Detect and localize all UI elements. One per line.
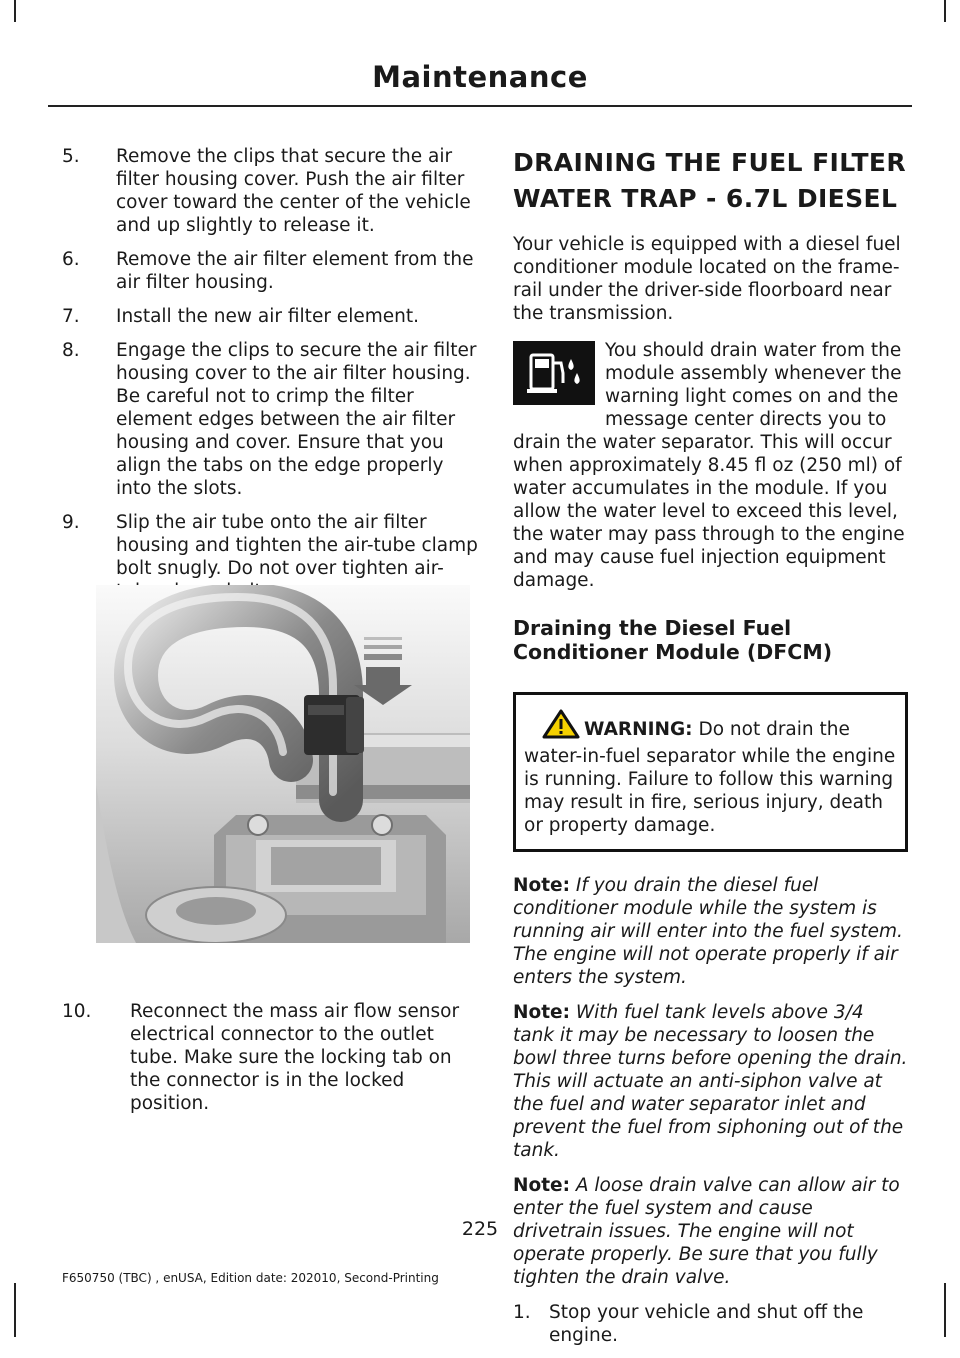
crop-mark bbox=[14, 1283, 16, 1337]
step-item bbox=[62, 305, 478, 328]
step-text: Reconnect the mass air flow sensor electrical connector to the outlet tube. Make sure the locking tab on the connector is in the locked position. bbox=[130, 1001, 460, 1114]
step-number: 10. bbox=[62, 1001, 92, 1022]
step-item bbox=[62, 248, 478, 294]
step-text: Engage the clips to secure the air filter housing cover to the air filter housing. Be careful not to crimp the filter element edges between the air filter housing and cover. Ensure that you align the tabs on the edge properly into the slots. bbox=[116, 340, 477, 499]
drain-paragraph: You should drain water from the module assembly whenever the warning light comes on and the message center directs you to drain the water separator. This will occur when approximately 8.45 fl oz (250 ml) of water accumulates in the module. If you allow the water level to exceed this level, the water may pass through to the engine and may cause fuel injection equipment damage. bbox=[513, 340, 905, 591]
step-number: 6. bbox=[62, 249, 80, 270]
note-paragraph bbox=[513, 874, 908, 989]
step-item bbox=[62, 339, 478, 500]
water-in-fuel-icon bbox=[513, 341, 595, 405]
left-column bbox=[62, 145, 478, 614]
subsection-heading-line: Draining the Diesel Fuel bbox=[513, 616, 792, 640]
step-text: Remove the clips that secure the air filter housing cover. Push the air filter cover toward the center of the vehicle and up slightly to release it. bbox=[116, 146, 471, 236]
section-heading-line: DRAINING THE FUEL FILTER bbox=[513, 148, 907, 177]
step-text: Install the new air filter element. bbox=[116, 306, 419, 327]
note-label: Note: bbox=[513, 875, 570, 896]
note-text: If you drain the diesel fuel conditioner module while the system is running air will enter into the fuel system. The engine will not operate properly if air enters the system. bbox=[513, 875, 903, 988]
warning-text: Do not drain the water-in-fuel separator while the engine is running. Failure to follow this warning may result in fire, serious injury, death or property damage. bbox=[524, 719, 896, 836]
crop-mark bbox=[944, 0, 946, 22]
note-label: Note: bbox=[513, 1002, 570, 1023]
edition-line: F650750 (TBC) , enUSA, Edition date: 202010, Second-Printing bbox=[62, 1271, 439, 1285]
section-heading-line: WATER TRAP - 6.7L DIESEL bbox=[513, 184, 898, 213]
left-column-continued bbox=[62, 1000, 478, 1126]
air-filter-tube-illustration bbox=[96, 585, 470, 943]
step-text: Slip the air tube onto the air filter housing and tighten the air-tube clamp bolt snugly. Do not over tighten air- bbox=[116, 512, 478, 579]
note-text: With fuel tank levels above 3/4 tank it may be necessary to loosen the bowl three turns before opening the drain. This will actuate an anti-siphon valve at the fuel and water separator inlet and prevent the fuel from siphoning out of the tank. bbox=[513, 1002, 908, 1161]
warning-box bbox=[513, 692, 908, 852]
step-text: Stop your vehicle and shut off the engine. bbox=[549, 1302, 864, 1346]
step-number: 8. bbox=[62, 340, 80, 361]
subsection-heading bbox=[513, 616, 908, 664]
step-item bbox=[62, 1000, 478, 1115]
crop-mark bbox=[14, 0, 16, 22]
section-heading bbox=[513, 145, 908, 217]
step-number: 5. bbox=[62, 146, 80, 167]
note-label: Note: bbox=[513, 1175, 570, 1196]
page-title: Maintenance bbox=[372, 60, 588, 94]
intro-paragraph: Your vehicle is equipped with a diesel fuel conditioner module located on the frame-rail under the driver-side floorboard near the transmission. bbox=[513, 234, 901, 324]
warning-label: WARNING: bbox=[584, 719, 693, 740]
page-number: 225 bbox=[461, 1218, 499, 1240]
step-item bbox=[62, 145, 478, 237]
step-item bbox=[513, 1301, 908, 1347]
step-number: 7. bbox=[62, 306, 80, 327]
drain-paragraph-block bbox=[513, 339, 908, 592]
note-paragraph bbox=[513, 1001, 908, 1162]
note-text: A loose drain valve can allow air to enter the fuel system and cause drivetrain issues. The engine will not operate properly. Be sure that you fully tighten the drain valve. bbox=[513, 1175, 900, 1288]
step-text: Remove the air filter element from the air filter housing. bbox=[116, 249, 474, 293]
right-column bbox=[513, 145, 908, 1358]
crop-mark bbox=[944, 1283, 946, 1337]
step-number: 9. bbox=[62, 512, 80, 533]
step-number: 1. bbox=[513, 1302, 531, 1323]
header-divider bbox=[48, 105, 912, 107]
subsection-heading-line: Conditioner Module (DFCM) bbox=[513, 640, 833, 664]
warning-triangle-icon bbox=[542, 709, 580, 745]
